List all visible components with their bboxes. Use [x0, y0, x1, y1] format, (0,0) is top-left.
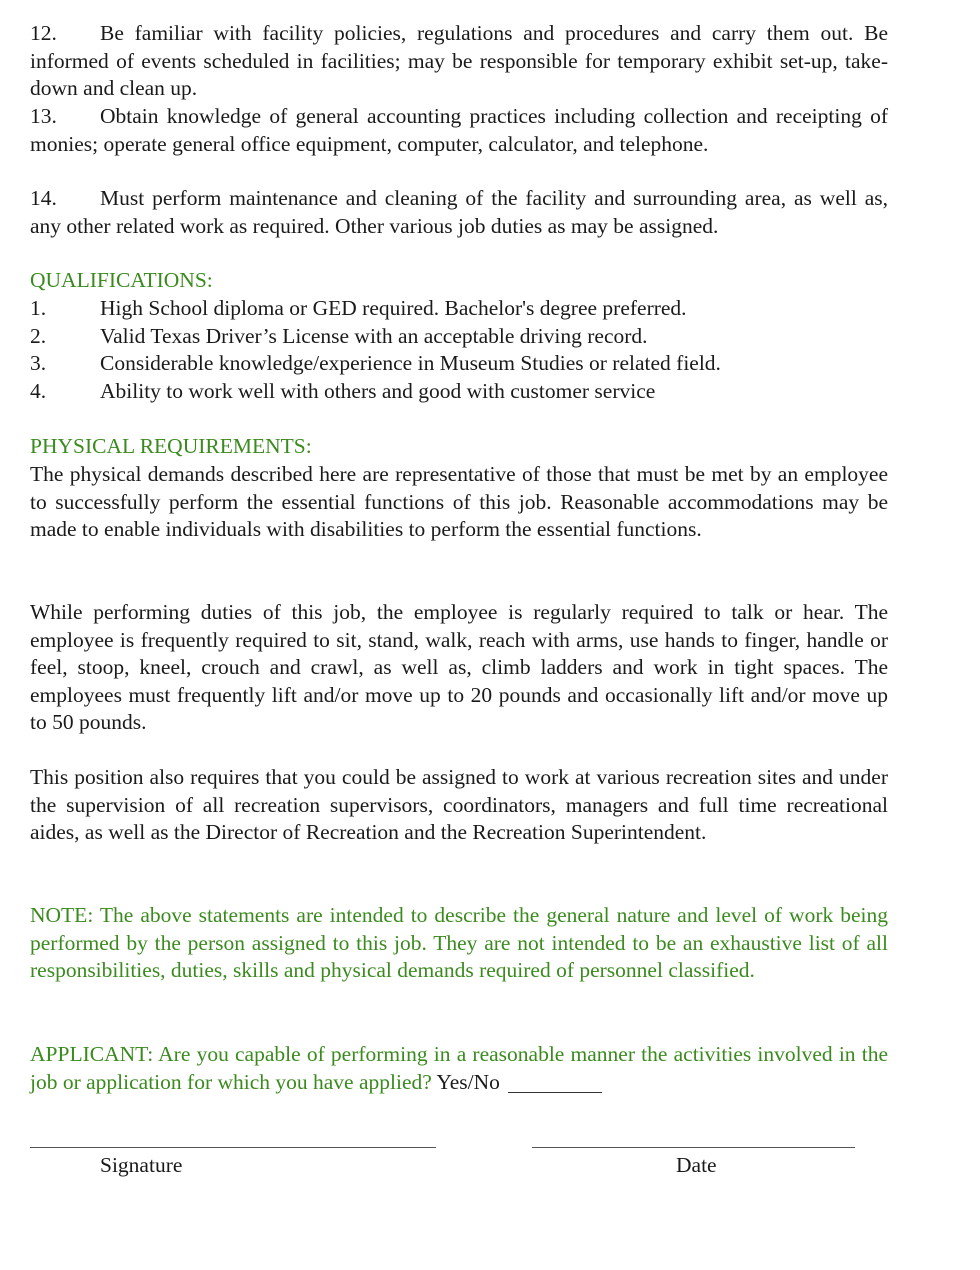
signature-line[interactable] — [30, 1147, 436, 1148]
yes-no-label: Yes/No — [436, 1069, 500, 1094]
qualification-number: 4. — [30, 379, 47, 403]
physical-paragraph-3: This position also requires that you could be assigned to work at various recreation sites and under the supervision of all recreation supervisors, coordinators, managers and full time recreational aides, as well as the Director of Recreation and the Recreation Superintendent. — [30, 765, 888, 844]
qualifications-heading: QUALIFICATIONS: — [30, 268, 213, 292]
physical-paragraph-2: While performing duties of this job, the employee is regularly required to talk or hear. The employee is frequently required to sit, stand, walk, reach with arms, use hands to finger, handle or feel, stoop, kneel, crouch and crawl, as well as, climb ladders and work in tight spaces. The employees must frequently lift and/or move up to 20 pounds and occasionally lift and/or move up to 50 pounds. — [30, 600, 888, 734]
qualification-text: Ability to work well with others and good with customer service — [100, 379, 656, 403]
duty-number: 13. — [30, 104, 57, 128]
duty-item-12 — [30, 20, 888, 103]
qualification-item — [30, 323, 888, 351]
duty-number: 12. — [30, 21, 57, 45]
duty-text: Be familiar with facility policies, regulations and procedures and carry them out. Be informed of events scheduled in facilities; may be responsible for temporary exhibit set-up, take-down and clean up. — [30, 21, 888, 100]
qualification-number: 2. — [30, 324, 47, 348]
duty-item-14 — [30, 185, 888, 240]
applicant-paragraph — [30, 1041, 888, 1096]
qualification-item — [30, 350, 888, 378]
duty-text: Must perform maintenance and cleaning of the facility and surrounding area, as well as, any other related work as required. Other various job duties as may be assigned. — [30, 186, 888, 238]
duty-number: 14. — [30, 186, 57, 210]
qualification-text: Valid Texas Driver’s License with an acceptable driving record. — [100, 324, 648, 348]
qualification-text: High School diploma or GED required. Bachelor's degree preferred. — [100, 296, 687, 320]
qualification-item — [30, 378, 888, 406]
qualification-number: 3. — [30, 351, 47, 375]
qualification-text: Considerable knowledge/experience in Museum Studies or related field. — [100, 351, 721, 375]
duty-item-13 — [30, 103, 888, 158]
date-label: Date — [676, 1153, 717, 1177]
physical-paragraph-1: The physical demands described here are representative of those that must be met by an employee to successfully perform the essential functions of this job. Reasonable accommodations may be made to enable individuals with disabilities to perform the essential functions. — [30, 462, 888, 541]
date-line[interactable] — [532, 1147, 855, 1148]
qualification-item — [30, 295, 888, 323]
signature-label: Signature — [100, 1153, 183, 1177]
duty-text: Obtain knowledge of general accounting practices including collection and receipting of monies; operate general office equipment, computer, calculator, and telephone. — [30, 104, 888, 156]
physical-requirements-heading: PHYSICAL REQUIREMENTS: — [30, 434, 312, 458]
applicant-question: APPLICANT: Are you capable of performing in a reasonable manner the activities involved in the job or application for which you have applied? — [30, 1042, 888, 1094]
yes-no-answer-line[interactable] — [508, 1072, 602, 1093]
note-paragraph: NOTE: The above statements are intended to describe the general nature and level of work being performed by the person assigned to this job. They are not intended to be an exhaustive list of all responsibilities, duties, skills and physical demands required of personnel classified. — [30, 903, 888, 982]
qualification-number: 1. — [30, 296, 47, 320]
